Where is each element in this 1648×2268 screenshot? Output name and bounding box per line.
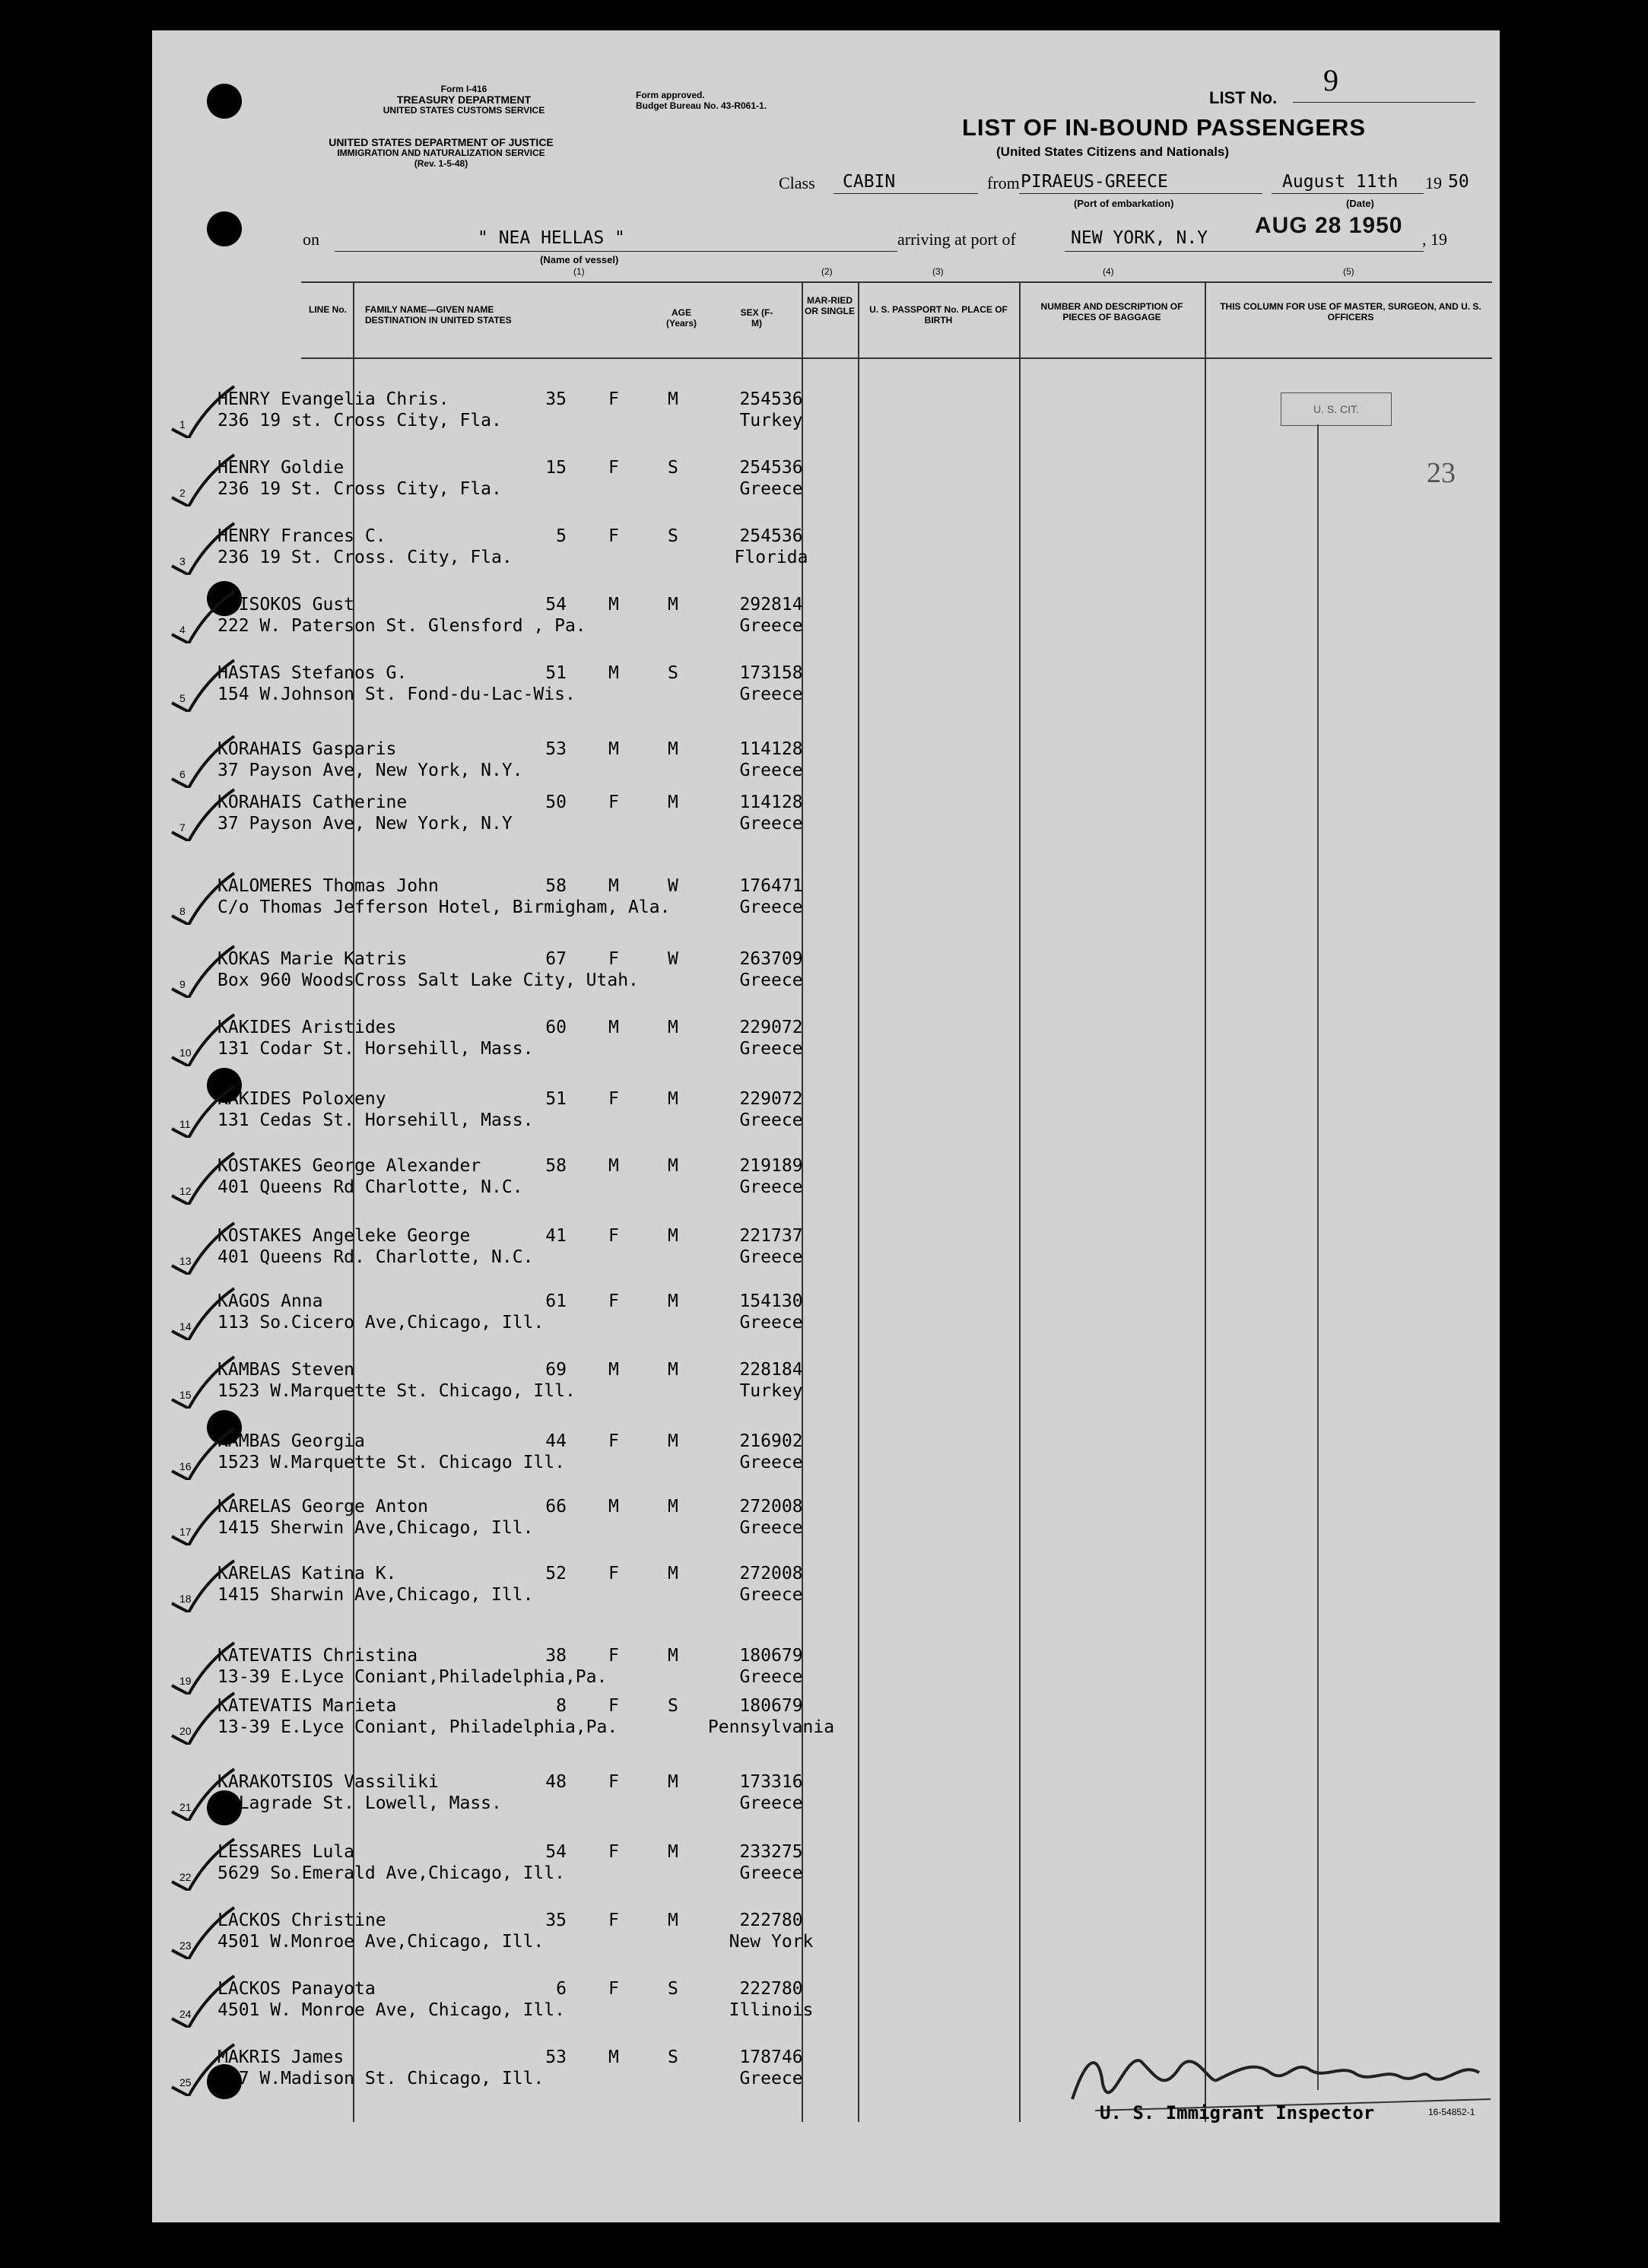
passport-number: 254536 <box>739 526 803 546</box>
passenger-address: 13-39 E.Lyce Coniant,Philadelphia,Pa. <box>218 1667 608 1687</box>
table-row <box>0 1147 1348 1214</box>
table-row <box>0 1422 1348 1489</box>
line-number: 21 <box>179 1801 192 1813</box>
marital-status: M <box>668 1564 678 1583</box>
col-num-5: (5) <box>1343 266 1354 277</box>
place-of-birth: Greece <box>739 1110 803 1130</box>
passenger-sex: M <box>608 876 619 896</box>
check-mark-icon <box>169 659 237 712</box>
passenger-address: 401 Queens Rd Charlotte, N.C. <box>218 1177 523 1197</box>
place-of-birth: Greece <box>739 897 803 917</box>
passenger-sex: F <box>608 1911 619 1930</box>
on-label: on <box>303 230 319 249</box>
line-number: 23 <box>179 1939 192 1952</box>
check-mark-icon <box>169 1013 237 1066</box>
page-title: LIST OF IN-BOUND PASSENGERS <box>962 114 1367 141</box>
passenger-name: KAMBAS Steven <box>218 1360 355 1380</box>
passenger-address: 113 So.Cicero Ave,Chicago, Ill. <box>218 1313 545 1333</box>
place-of-birth: Greece <box>739 1863 803 1883</box>
passenger-sex: F <box>608 1431 619 1451</box>
marital-status: M <box>668 1360 678 1380</box>
passenger-age: 35 <box>545 1911 567 1930</box>
check-mark-icon <box>169 1151 237 1205</box>
passenger-age: 50 <box>545 793 567 812</box>
passenger-age: 15 <box>545 458 567 478</box>
passenger-address: 236 19 st. Cross City, Fla. <box>218 411 502 430</box>
place-of-birth: Turkey <box>739 411 803 430</box>
passenger-address: 1415 Sharwin Ave,Chicago, Ill. <box>218 1585 534 1605</box>
place-of-birth: Greece <box>739 814 803 834</box>
customs-service: UNITED STATES CUSTOMS SERVICE <box>383 105 545 116</box>
passenger-age: 48 <box>545 1772 567 1792</box>
check-mark-icon <box>169 1427 237 1480</box>
marital-status: M <box>668 739 678 759</box>
passport-number: 222780 <box>739 1979 803 1999</box>
place-of-birth: Greece <box>739 616 803 636</box>
passenger-age: 53 <box>545 739 567 759</box>
passenger-sex: F <box>608 1564 619 1583</box>
passenger-sex: F <box>608 1772 619 1792</box>
place-of-birth: Greece <box>739 479 803 499</box>
check-mark-icon <box>169 1355 237 1409</box>
passenger-name: HENRY Frances C. <box>218 526 386 546</box>
passenger-name: KOSTAKES George Alexander <box>218 1156 481 1176</box>
col-line-no: LINE No. <box>309 304 347 315</box>
passenger-address: 4501 W.Monroe Ave,Chicago, Ill. <box>218 1932 545 1952</box>
marital-status: S <box>668 2047 678 2067</box>
place-of-birth: Turkey <box>739 1381 803 1401</box>
passenger-sex: M <box>608 1018 619 1037</box>
passenger-name: HENRY Goldie <box>218 458 345 478</box>
passenger-address: C/o Thomas Jefferson Hotel, Birmigham, Ala. <box>218 897 671 917</box>
line-number: 16 <box>179 1460 192 1472</box>
arrival-year: , 19 <box>1422 230 1447 249</box>
check-mark-icon <box>169 385 237 438</box>
marital-status: M <box>668 1226 678 1246</box>
line-number: 18 <box>179 1593 192 1605</box>
passenger-age: 52 <box>545 1564 567 1583</box>
line-number: 3 <box>179 555 186 567</box>
form-header-left <box>365 84 563 116</box>
table-row <box>0 1901 1348 1968</box>
col-officers: THIS COLUMN FOR USE OF MASTER, SURGEON, AND U. S. OFFICERS <box>1220 301 1481 322</box>
passenger-name: KAMBAS Georgia <box>218 1431 365 1451</box>
place-of-birth: Greece <box>739 1177 803 1197</box>
place-of-birth: Pennsylvania <box>707 1717 835 1737</box>
passport-number: 254536 <box>739 458 803 478</box>
line-number: 8 <box>179 905 186 917</box>
passenger-age: 60 <box>545 1018 567 1037</box>
check-mark-icon <box>169 1906 237 1959</box>
marital-status: M <box>668 389 678 409</box>
year-prefix: 19 <box>1425 173 1442 192</box>
col-baggage: NUMBER AND DESCRIPTION OF PIECES OF BAGGAGE <box>1040 301 1183 322</box>
passenger-name: KAGOS Anna <box>218 1291 323 1311</box>
passenger-age: 44 <box>545 1431 567 1451</box>
check-mark-icon <box>169 1838 237 1891</box>
passenger-sex: M <box>608 595 619 615</box>
passport-number: 263709 <box>739 949 803 969</box>
form-code: 16-54852-1 <box>1428 2107 1475 2117</box>
passenger-sex: M <box>608 739 619 759</box>
passport-number: 114128 <box>739 793 803 812</box>
justice-header <box>297 137 586 169</box>
line-number: 20 <box>179 1725 192 1737</box>
passenger-name: KALOMERES Thomas John <box>218 876 439 896</box>
place-of-birth: Greece <box>739 761 803 780</box>
line-number: 15 <box>179 1389 192 1401</box>
marital-status: M <box>668 793 678 812</box>
page-subtitle: (United States Citizens and Nationals) <box>996 145 1230 159</box>
marital-status: M <box>668 1431 678 1451</box>
passenger-sex: M <box>608 1497 619 1517</box>
passenger-address: 13-39 E.Lyce Coniant, Philadelphia,Pa. <box>218 1717 618 1737</box>
check-mark-icon <box>169 1691 237 1745</box>
passenger-address: 401 Queens Rd. Charlotte, N.C. <box>218 1247 534 1267</box>
passenger-name: HENRY Evangelia Chris. <box>218 389 449 409</box>
line-number: 10 <box>179 1047 192 1059</box>
place-of-birth: Greece <box>739 1585 803 1605</box>
arrival-date-stamp: AUG 28 1950 <box>1255 213 1403 238</box>
passenger-name: LACKOS Christine <box>218 1911 386 1930</box>
passenger-name: LACKOS Panayota <box>218 1979 376 1999</box>
marital-status: M <box>668 1772 678 1792</box>
passenger-address: 222 W. Paterson St. Glensford , Pa. <box>218 616 586 636</box>
place-of-birth: Greece <box>739 1453 803 1472</box>
passenger-count-note: 23 <box>1427 457 1456 489</box>
table-row <box>0 517 1348 584</box>
line-number: 4 <box>179 624 186 636</box>
passport-number: 114128 <box>739 739 803 759</box>
treasury-dept: TREASURY DEPARTMENT <box>396 94 532 106</box>
table-row <box>0 1351 1348 1418</box>
table-row <box>0 1488 1348 1555</box>
place-of-birth: Florida <box>734 548 808 567</box>
passport-number: 233275 <box>739 1842 803 1862</box>
passport-number: 178746 <box>739 2047 803 2067</box>
passenger-age: 6 <box>556 1979 567 1999</box>
passport-number: 173158 <box>739 663 803 683</box>
marital-status: M <box>668 1089 678 1109</box>
check-mark-icon <box>169 1085 237 1138</box>
check-mark-icon <box>169 590 237 643</box>
marital-status: M <box>668 1018 678 1037</box>
passenger-name: KOSTAKES Angeleke George <box>218 1226 471 1246</box>
col-num-3: (3) <box>932 266 944 277</box>
passenger-age: 38 <box>545 1646 567 1666</box>
passenger-sex: F <box>608 1646 619 1666</box>
passenger-sex: M <box>608 663 619 683</box>
passport-number: 176471 <box>739 876 803 896</box>
line-number: 12 <box>179 1185 192 1197</box>
passenger-sex: F <box>608 526 619 546</box>
date-note: (Date) <box>1346 198 1374 209</box>
passenger-sex: M <box>608 2047 619 2067</box>
passenger-address: 37 Payson Ave, New York, N.Y. <box>218 761 523 780</box>
passenger-age: 5 <box>556 526 567 546</box>
col-num-1: (1) <box>573 266 585 277</box>
marital-status: M <box>668 1156 678 1176</box>
marital-status: M <box>668 1911 678 1930</box>
passenger-sex: F <box>608 793 619 812</box>
passport-number: 228184 <box>739 1360 803 1380</box>
passenger-address: 4501 W. Monroe Ave, Chicago, Ill. <box>218 2000 565 2020</box>
passport-number: 180679 <box>739 1646 803 1666</box>
passenger-sex: F <box>608 458 619 478</box>
passenger-age: 41 <box>545 1226 567 1246</box>
marital-status: S <box>668 458 678 478</box>
passenger-address: 131 Codar St. Horsehill, Mass. <box>218 1039 534 1059</box>
form-revision: (Rev. 1-5-48) <box>414 158 468 169</box>
passenger-address: 9 Lagrade St. Lowell, Mass. <box>218 1793 502 1813</box>
arriving-label: arriving at port of <box>897 230 1016 249</box>
budget-bureau: Budget Bureau No. 43-R061-1. <box>636 100 767 111</box>
col-married: MAR-RIED OR SINGLE <box>805 295 856 316</box>
passport-number: 221737 <box>739 1226 803 1246</box>
passenger-age: 35 <box>545 389 567 409</box>
passenger-address: 131 Cedas St. Horsehill, Mass. <box>218 1110 534 1130</box>
arrival-port: NEW YORK, N.Y <box>1071 228 1208 248</box>
line-number: 13 <box>179 1255 192 1267</box>
col-name: FAMILY NAME—GIVEN NAME DESTINATION IN UNITED STATES <box>365 304 512 326</box>
passenger-age: 58 <box>545 876 567 896</box>
col-num-2: (2) <box>821 266 833 277</box>
table-row <box>0 867 1348 934</box>
passport-number: 229072 <box>739 1089 803 1109</box>
year-suffix: 50 <box>1448 172 1469 192</box>
passenger-age: 61 <box>545 1291 567 1311</box>
passenger-sex: F <box>608 1842 619 1862</box>
us-citizen-stamp: U. S. CIT. <box>1281 392 1392 426</box>
passenger-age: 67 <box>545 949 567 969</box>
marital-status: M <box>668 1842 678 1862</box>
inspector-label: U. S. Immigrant Inspector <box>1100 2102 1375 2123</box>
passenger-address: 1523 W.Marquette St. Chicago Ill. <box>218 1453 565 1472</box>
passenger-age: 53 <box>545 2047 567 2067</box>
check-mark-icon <box>169 522 237 575</box>
marital-status: W <box>668 949 678 969</box>
passenger-age: 69 <box>545 1360 567 1380</box>
passport-number: 272008 <box>739 1497 803 1517</box>
place-of-birth: Greece <box>739 970 803 990</box>
form-approved: Form approved. <box>636 90 705 100</box>
col-sex: SEX (F-M) <box>740 307 773 329</box>
line-number: 24 <box>179 2008 192 2020</box>
table-row <box>0 654 1348 721</box>
punch-hole <box>207 211 242 246</box>
passenger-name: KATEVATIS Marieta <box>218 1696 397 1716</box>
passenger-name: KORAHAIS Catherine <box>218 793 408 812</box>
passport-number: 229072 <box>739 1018 803 1037</box>
place-of-birth: Greece <box>739 1667 803 1687</box>
line-number: 19 <box>179 1675 192 1687</box>
table-row <box>0 1009 1348 1075</box>
table-row <box>0 380 1348 447</box>
passenger-age: 51 <box>545 1089 567 1109</box>
marital-status: S <box>668 1979 678 1999</box>
passport-number: 254536 <box>739 389 803 409</box>
line-number: 7 <box>179 821 186 834</box>
passenger-sex: F <box>608 1291 619 1311</box>
table-row <box>0 586 1348 653</box>
place-of-birth: Greece <box>739 1793 803 1813</box>
passport-number: 292814 <box>739 595 803 615</box>
passenger-name: KOKAS Marie Katris <box>218 949 408 969</box>
place-of-birth: New York <box>729 1932 814 1952</box>
from-label: from <box>987 173 1020 192</box>
passenger-name: KARAKOTSIOS Vassiliki <box>218 1772 439 1792</box>
class-label: Class <box>779 173 815 192</box>
marital-status: M <box>668 1646 678 1666</box>
vessel-note: (Name of vessel) <box>540 254 619 265</box>
passenger-age: 54 <box>545 1842 567 1862</box>
passenger-name: KAKIDES Aristides <box>218 1018 397 1037</box>
date-value: August 11th <box>1282 172 1399 192</box>
check-mark-icon <box>169 788 237 841</box>
form-id: Form I-416 <box>440 84 487 94</box>
list-no: 9 <box>1323 63 1338 97</box>
passenger-age: 8 <box>556 1696 567 1716</box>
table-row <box>0 1080 1348 1147</box>
passenger-address: 1523 W.Marquette St. Chicago, Ill. <box>218 1381 576 1401</box>
table-row <box>0 1970 1348 2037</box>
line-number: 22 <box>179 1871 192 1883</box>
punch-hole <box>207 84 242 119</box>
vessel-name: " NEA HELLAS " <box>478 228 625 248</box>
passport-number: 173316 <box>739 1772 803 1792</box>
line-number: 9 <box>179 978 186 990</box>
line-number: 5 <box>179 692 186 704</box>
place-of-birth: Greece <box>739 1247 803 1267</box>
line-number: 11 <box>179 1118 191 1130</box>
passport-number: 272008 <box>739 1564 803 1583</box>
marital-status: M <box>668 595 678 615</box>
table-row <box>0 449 1348 516</box>
class-value: CABIN <box>843 172 896 192</box>
port-note: (Port of embarkation) <box>1074 198 1174 209</box>
check-mark-icon <box>169 945 237 998</box>
passenger-sex: F <box>608 1979 619 1999</box>
table-row <box>0 1282 1348 1349</box>
marital-status: W <box>668 876 678 896</box>
check-mark-icon <box>169 1768 237 1821</box>
passenger-sex: M <box>608 1156 619 1176</box>
check-mark-icon <box>169 1492 237 1545</box>
passenger-name: HRISOKOS Gust <box>218 595 355 615</box>
table-row <box>0 1687 1348 1754</box>
passenger-name: LESSARES Lula <box>218 1842 355 1862</box>
line-number: 25 <box>179 2076 192 2089</box>
passenger-age: 66 <box>545 1497 567 1517</box>
ins-name: IMMIGRATION AND NATURALIZATION SERVICE <box>337 148 545 158</box>
place-of-birth: Greece <box>739 1313 803 1333</box>
check-mark-icon <box>169 872 237 925</box>
line-number: 1 <box>179 418 186 430</box>
marital-status: M <box>668 1497 678 1517</box>
passport-number: 219189 <box>739 1156 803 1176</box>
passenger-age: 54 <box>545 595 567 615</box>
passenger-sex: M <box>608 1360 619 1380</box>
line-number: 6 <box>179 768 186 780</box>
passenger-address: 1415 Sherwin Ave,Chicago, Ill. <box>218 1518 534 1538</box>
line-number: 17 <box>179 1526 192 1538</box>
marital-status: S <box>668 663 678 683</box>
place-of-birth: Greece <box>739 2069 803 2089</box>
passport-number: 222780 <box>739 1911 803 1930</box>
check-mark-icon <box>169 1221 237 1275</box>
check-mark-icon <box>169 735 237 788</box>
passenger-name: KATEVATIS Christina <box>218 1646 418 1666</box>
col-age: AGE (Years) <box>665 307 697 329</box>
table-row <box>0 1217 1348 1284</box>
place-of-birth: Greece <box>739 1518 803 1538</box>
from-value: PIRAEUS-GREECE <box>1021 172 1168 192</box>
table-row <box>0 1555 1348 1622</box>
marital-status: M <box>668 1291 678 1311</box>
table-row <box>0 783 1348 850</box>
table-row <box>0 1833 1348 1900</box>
place-of-birth: Greece <box>739 685 803 704</box>
col-passport: U. S. PASSPORT No. PLACE OF BIRTH <box>869 304 1008 326</box>
passenger-age: 58 <box>545 1156 567 1176</box>
line-number: 2 <box>179 487 186 499</box>
passport-number: 180679 <box>739 1696 803 1716</box>
passenger-sex: F <box>608 1696 619 1716</box>
list-no-label: LIST No. <box>1209 88 1278 107</box>
passenger-name: KARELAS Katina K. <box>218 1564 397 1583</box>
check-mark-icon <box>169 1559 237 1612</box>
justice-dept: UNITED STATES DEPARTMENT OF JUSTICE <box>329 136 554 148</box>
place-of-birth: Illinois <box>729 2000 814 2020</box>
passenger-sex: F <box>608 1089 619 1109</box>
check-mark-icon <box>169 1287 237 1340</box>
place-of-birth: Greece <box>739 1039 803 1059</box>
passenger-name: KARELAS George Anton <box>218 1497 428 1517</box>
check-mark-icon <box>169 1974 237 2028</box>
passenger-address: 236 19 St. Cross City, Fla. <box>218 479 502 499</box>
check-mark-icon <box>169 453 237 507</box>
check-mark-icon <box>169 2043 237 2096</box>
passport-number: 216902 <box>739 1431 803 1451</box>
passenger-age: 51 <box>545 663 567 683</box>
table-row <box>0 1763 1348 1830</box>
marital-status: S <box>668 526 678 546</box>
passenger-sex: F <box>608 389 619 409</box>
passenger-name: MAKRIS James <box>218 2047 345 2067</box>
passenger-name: HASTAS Stefanos G. <box>218 663 408 683</box>
passenger-name: KAKIDES Poloxeny <box>218 1089 386 1109</box>
passenger-address: Box 960 WoodsCross Salt Lake City, Utah. <box>218 970 639 990</box>
passenger-sex: F <box>608 1226 619 1246</box>
approval-block <box>636 90 767 111</box>
marital-status: S <box>668 1696 678 1716</box>
passenger-name: KORAHAIS Gasparis <box>218 739 397 759</box>
passenger-address: 5629 So.Emerald Ave,Chicago, Ill. <box>218 1863 565 1883</box>
passport-number: 154130 <box>739 1291 803 1311</box>
passenger-address: 236 19 St. Cross. City, Fla. <box>218 548 513 567</box>
table-row <box>0 940 1348 1007</box>
passenger-address: 154 W.Johnson St. Fond-du-Lac-Wis. <box>218 685 576 704</box>
passenger-address: 37 Payson Ave, New York, N.Y <box>218 814 513 834</box>
col-num-4: (4) <box>1103 266 1114 277</box>
line-number: 14 <box>179 1320 192 1333</box>
passenger-address: 237 W.Madison St. Chicago, Ill. <box>218 2069 545 2089</box>
passenger-sex: F <box>608 949 619 969</box>
